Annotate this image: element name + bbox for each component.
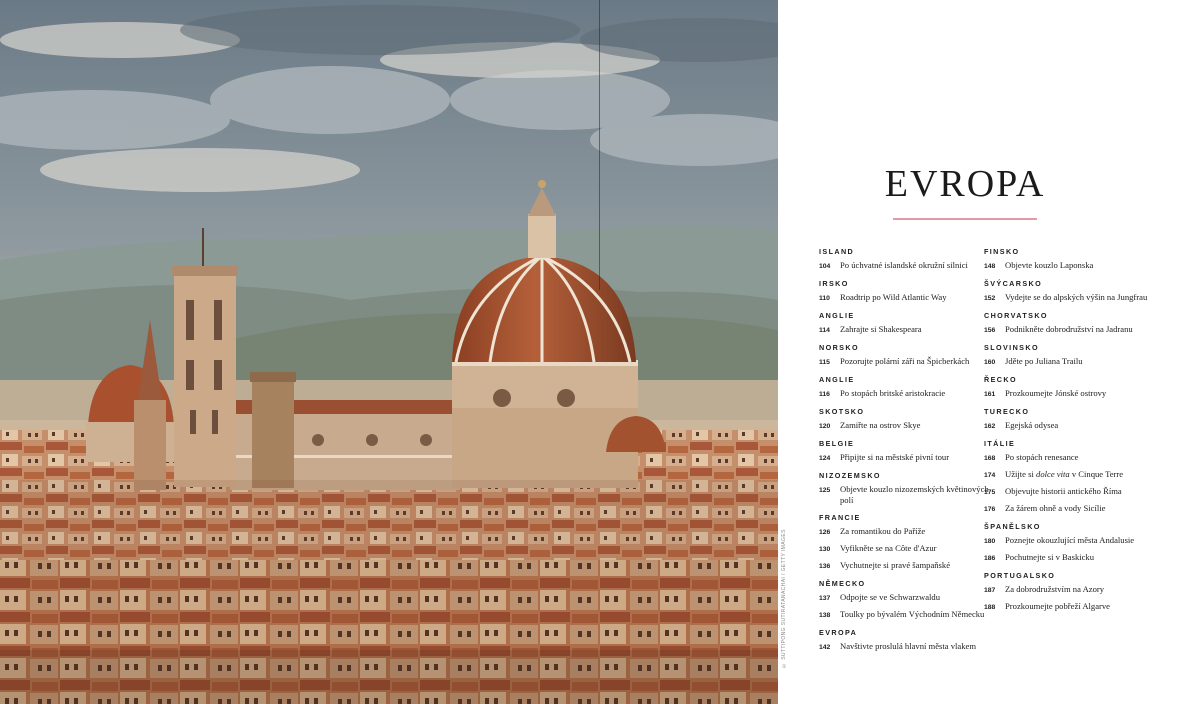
toc-entry[interactable]: [819, 356, 997, 368]
toc-entry-title: Vychutnejte si pravé šampaňské: [840, 560, 951, 570]
toc-page-number: 148: [984, 263, 996, 270]
toc-entry-title: Podnikněte dobrodružství na Jadranu: [1005, 324, 1133, 334]
toc-country-portugalsko: PORTUGALSKO: [984, 571, 1056, 580]
toc-page-number: 116: [819, 391, 830, 398]
toc-entry[interactable]: [984, 584, 1162, 596]
toc-entry-title: Egejská odysea: [1005, 420, 1059, 430]
toc-page-number: 156: [984, 327, 996, 334]
toc-entry[interactable]: [819, 420, 997, 432]
toc-entry-title: Užijte si dolce vita v Cinque Terre: [1005, 469, 1124, 479]
toc-entry-title: Za dobrodružstvím na Azory: [1005, 584, 1105, 594]
toc-page-number: 152: [984, 295, 996, 302]
toc-entry[interactable]: [984, 324, 1162, 336]
toc-entry[interactable]: [984, 486, 1162, 498]
toc-entry[interactable]: [819, 452, 997, 464]
toc-entry-title: Za žárem ohně a vody Sicílie: [1005, 503, 1106, 513]
toc-entry-title: Připijte si na městské pivní tour: [840, 452, 950, 462]
toc-entry[interactable]: [984, 420, 1162, 432]
toc-page-number: 124: [819, 455, 831, 462]
toc-entry[interactable]: [819, 526, 997, 538]
toc-entry[interactable]: [984, 601, 1162, 613]
toc-country-norsko: NORSKO: [819, 343, 859, 352]
toc-entry-title: Objevte kouzlo Laponska: [1005, 260, 1094, 270]
toc-page-number: 125: [819, 487, 831, 494]
toc-entry[interactable]: [984, 552, 1162, 564]
toc-country-nizozemsko: NIZOZEMSKO: [819, 471, 881, 480]
toc-entry-title: Po stopách renesance: [1005, 452, 1079, 462]
toc-entry-title: Pochutnejte si v Baskicku: [1005, 552, 1095, 562]
toc-entry[interactable]: [819, 388, 997, 400]
section-title: EVROPA: [884, 163, 1046, 205]
toc-entry[interactable]: [984, 535, 1162, 547]
toc-entry[interactable]: [819, 592, 997, 604]
toc-page-number: 114: [819, 327, 830, 334]
toc-entry-title: Zamiřte na ostrov Skye: [840, 420, 921, 430]
toc-page-number: 168: [984, 455, 996, 462]
toc-entry[interactable]: [819, 560, 997, 572]
toc-entry[interactable]: [984, 260, 1162, 272]
toc-page-number: 180: [984, 538, 996, 545]
toc-country-spanelsko: ŠPANĚLSKO: [984, 522, 1041, 531]
toc-entry[interactable]: [819, 292, 997, 304]
toc-column-left: [819, 248, 997, 661]
toc-country-skotsko: SKOTSKO: [819, 407, 865, 416]
toc-country-turecko: TURECKO: [984, 407, 1030, 416]
toc-entry-title: Jděte po Juliana Trailu: [1005, 356, 1083, 366]
toc-entry[interactable]: [984, 356, 1162, 368]
toc-entry-title: Zahrajte si Shakespeara: [840, 324, 922, 334]
toc-country-nemecko: NĚMECKO: [819, 579, 866, 588]
toc-page-number: 174: [984, 472, 996, 479]
toc-country-svycarsko: ŠVÝCARSKO: [984, 279, 1043, 288]
toc-page-number: 161: [984, 391, 996, 398]
toc-country-anglie: ANGLIE: [819, 375, 855, 384]
toc-entry-title: Prozkoumejte pobřeží Algarve: [1005, 601, 1111, 611]
toc-entry-title: Vyfikněte se na Côte d'Azur: [840, 543, 937, 553]
toc-country-evropa: EVROPA: [819, 628, 858, 637]
toc-country-irsko: IRSKO: [819, 279, 849, 288]
toc-country-finsko: FINSKO: [984, 247, 1020, 256]
toc-entry[interactable]: [984, 452, 1162, 464]
toc-page-number: 160: [984, 359, 996, 366]
toc-page-number: 138: [819, 612, 831, 619]
toc-country-slovinsko: SLOVINSKO: [984, 343, 1039, 352]
toc-entry[interactable]: [984, 292, 1162, 304]
toc-entry[interactable]: [984, 469, 1162, 481]
toc-page-number: 130: [819, 546, 831, 553]
toc-entry-title: Po úchvatné islandské okružní silnici: [840, 260, 968, 270]
toc-entry-title: Objevujte historii antického Říma: [1005, 486, 1122, 496]
toc-entry-title: Odpojte se ve Schwarzwaldu: [840, 592, 940, 602]
toc-page-number: 115: [819, 359, 830, 366]
toc-entry-title: Poznejte okouzlující města Andalusie: [1005, 535, 1135, 545]
toc-country-francie: FRANCIE: [819, 513, 861, 522]
photo-credit: © SUTTIPONG SUTIRATANACHAI / GETTY IMAGES: [781, 529, 787, 668]
toc-entry[interactable]: [819, 260, 997, 272]
toc-page-number: 162: [984, 423, 996, 430]
toc-page-number: 187: [984, 587, 996, 594]
toc-page-number: 110: [819, 295, 830, 302]
toc-country-italie: ITÁLIE: [984, 439, 1016, 448]
toc-entry[interactable]: [984, 388, 1162, 400]
toc-country-recko: ŘECKO: [984, 375, 1017, 384]
toc-entry-title: Za romantikou do Paříže: [840, 526, 926, 536]
toc-entry-title: Pozorujte polární záři na Špicberkách: [840, 356, 970, 366]
toc-country-belgie: BELGIE: [819, 439, 855, 448]
toc-page-number: 176: [984, 506, 996, 513]
toc-page-number: 175: [984, 489, 996, 496]
toc-entry-title: Toulky po bývalém Východním Německu: [840, 609, 985, 619]
toc-country-island: ISLAND: [819, 247, 855, 256]
toc-page-number: 186: [984, 555, 996, 562]
toc-country-anglie: ANGLIE: [819, 311, 855, 320]
toc-entry[interactable]: [819, 324, 997, 336]
toc-entry[interactable]: [819, 484, 997, 506]
toc-page-number: 126: [819, 529, 831, 536]
toc-entry-title: Navštivte proslulá hlavní města vlakem: [840, 641, 977, 651]
toc-entry-title-italic: dolce vita: [1036, 469, 1070, 479]
toc-entry-title: Prozkoumejte Jónské ostrovy: [1005, 388, 1107, 398]
toc-page-number: 142: [819, 644, 831, 651]
toc-entry-title: Po stopách britské aristokracie: [840, 388, 946, 398]
page-gutter-line: [599, 0, 600, 290]
toc-country-chorvatsko: CHORVATSKO: [984, 311, 1048, 320]
toc-page-number: 104: [819, 263, 831, 270]
toc-page-number: 188: [984, 604, 996, 611]
toc-entry-title: Vydejte se do alpských výšin na Jungfrau: [1005, 292, 1148, 302]
title-underline: [893, 218, 1037, 220]
toc-entry[interactable]: [819, 641, 997, 653]
toc-page-number: 136: [819, 563, 831, 570]
toc-entry[interactable]: [984, 503, 1162, 515]
toc-page-number: 120: [819, 423, 831, 430]
toc-entry[interactable]: [819, 609, 997, 621]
toc-entry-title: Objevte kouzlo nizozemských květinových polí: [840, 484, 989, 505]
toc-entry[interactable]: [819, 543, 997, 555]
toc-page-number: 137: [819, 595, 831, 602]
toc-column-right: [984, 248, 1162, 621]
toc-entry-title: Roadtrip po Wild Atlantic Way: [840, 292, 947, 302]
